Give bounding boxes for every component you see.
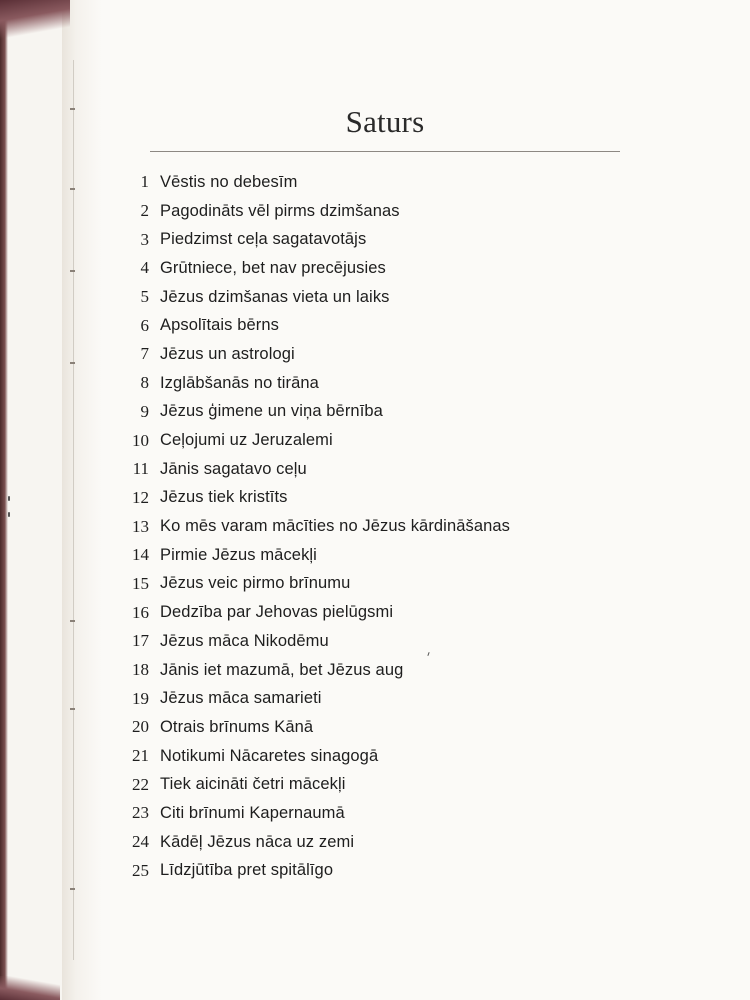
chapter-title: Tiek aicināti četri mācekļi [160, 775, 346, 794]
chapter-title: Jēzus un astrologi [160, 344, 295, 363]
toc-entry [110, 283, 510, 312]
toc-entry [110, 398, 510, 427]
chapter-number: 10 [132, 430, 149, 450]
chapter-number: 20 [132, 717, 149, 737]
chapter-title: Vēstis no debesīm [160, 172, 298, 191]
toc-entry [110, 570, 510, 599]
chapter-number: 25 [132, 860, 149, 880]
toc-entry [110, 541, 510, 570]
chapter-number: 6 [140, 315, 149, 335]
page-gutter [73, 60, 74, 960]
chapter-title: Ko mēs varam mācīties no Jēzus kārdināšanas [160, 517, 511, 536]
chapter-number: 7 [140, 344, 149, 364]
chapter-number: 19 [132, 688, 149, 708]
chapter-title: Pagodināts vēl pirms dzimšanas [160, 201, 400, 220]
binding-stitch [70, 708, 75, 710]
chapter-title: Apsolītais bērns [160, 316, 279, 335]
toc-entry [110, 799, 510, 828]
binding-stitch [70, 362, 75, 364]
heading-divider [150, 151, 620, 152]
toc-entry [110, 770, 510, 799]
chapter-number: 8 [140, 373, 149, 393]
toc-entry [110, 197, 510, 226]
toc-entry [110, 857, 510, 886]
chapter-title: Jēzus tiek kristīts [160, 488, 288, 507]
chapter-number: 21 [132, 746, 149, 766]
chapter-title: Grūtniece, bet nav precējusies [160, 258, 386, 277]
binding-stitch [70, 270, 75, 272]
chapter-number: 17 [132, 631, 149, 651]
chapter-title: Kādēļ Jēzus nāca uz zemi [160, 832, 355, 851]
toc-entry [110, 340, 510, 369]
chapter-title: Dedzība par Jehovas pielūgsmi [160, 603, 394, 622]
toc-entry [110, 598, 510, 627]
chapter-title: Jēzus veic pirmo brīnumu [160, 574, 351, 593]
chapter-number: 14 [132, 545, 149, 565]
toc-entry [110, 225, 510, 254]
chapter-number: 23 [132, 803, 149, 823]
chapter-number: 12 [132, 487, 149, 507]
chapter-number: 22 [132, 774, 149, 794]
binding-stitch [70, 620, 75, 622]
chapter-number: 18 [132, 660, 149, 680]
chapter-number: 5 [140, 287, 149, 307]
chapter-number: 1 [140, 172, 149, 192]
chapter-title: Jēzus māca samarieti [160, 689, 322, 708]
binding-stitch [70, 188, 75, 190]
chapter-number: 15 [132, 573, 149, 593]
paper-fleck [8, 496, 10, 501]
book-binding [0, 0, 8, 1000]
chapter-title: Izglābšanās no tirāna [160, 373, 319, 392]
chapter-number: 11 [132, 459, 149, 479]
toc-entry [110, 254, 510, 283]
chapter-number: 16 [132, 602, 149, 622]
toc-entry [110, 369, 510, 398]
toc-entry [110, 484, 510, 513]
chapter-number: 24 [132, 832, 149, 852]
chapter-title: Citi brīnumi Kapernaumā [160, 803, 345, 822]
book-cover-corner-bottom [0, 976, 60, 1000]
toc-entry [110, 512, 510, 541]
chapter-number: 13 [132, 516, 149, 536]
toc-entry [110, 311, 510, 340]
chapter-title: Jānis iet mazumā, bet Jēzus aug [160, 660, 404, 679]
chapter-title: Otrais brīnums Kānā [160, 717, 314, 736]
table-of-contents [110, 168, 510, 885]
contents-heading: Saturs [345, 104, 425, 139]
chapter-number: 9 [140, 401, 149, 421]
chapter-title: Jēzus dzimšanas vieta un laiks [160, 287, 390, 306]
chapter-title: Piedzimst ceļa sagatavotājs [160, 230, 367, 249]
chapter-title: Notikumi Nācaretes sinagogā [160, 746, 379, 765]
binding-stitch [70, 108, 75, 110]
toc-entry [110, 455, 510, 484]
chapter-title: Jēzus māca Nikodēmu [160, 631, 329, 650]
chapter-number: 4 [140, 258, 149, 278]
chapter-title: Ceļojumi uz Jeruzalemi [160, 431, 333, 450]
toc-entry [110, 426, 510, 455]
chapter-number: 2 [140, 201, 149, 221]
toc-entry [110, 828, 510, 857]
binding-stitch [70, 888, 75, 890]
toc-entry [110, 713, 510, 742]
paper-fleck [8, 512, 10, 517]
toc-entry [110, 684, 510, 713]
chapter-title: Jānis sagatavo ceļu [160, 459, 307, 478]
toc-entry [110, 627, 510, 656]
chapter-number: 3 [140, 229, 149, 249]
book-cover-corner-top [0, 0, 70, 40]
toc-entry [110, 656, 510, 685]
toc-entry [110, 168, 510, 197]
chapter-title: Jēzus ģimene un viņa bērnība [160, 402, 383, 421]
chapter-title: Pirmie Jēzus mācekļi [160, 545, 317, 564]
toc-entry [110, 742, 510, 771]
chapter-title: Līdzjūtība pret spitālīgo [160, 861, 334, 880]
